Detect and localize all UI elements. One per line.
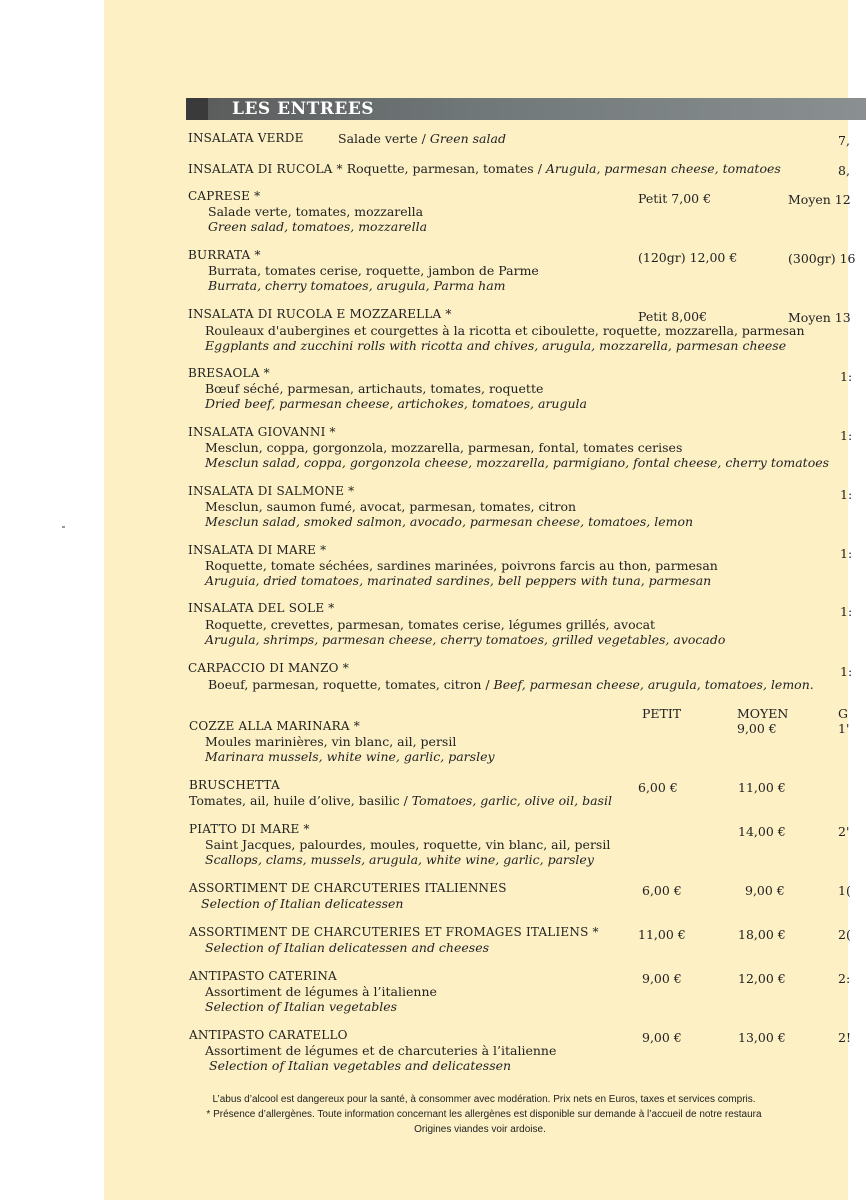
desc-en: Tomatoes, garlic, olive oil, basil: [411, 793, 612, 808]
price-moyen: 9,00 €: [737, 721, 777, 736]
item-price: 8,: [838, 163, 850, 178]
desc-en: Selection of Italian vegetables: [205, 999, 398, 1014]
item-name: BURRATA *: [188, 248, 261, 262]
price-moyen: 11,00 €: [738, 780, 786, 795]
section-header-bar: [186, 98, 866, 120]
menu-page: [104, 0, 856, 1200]
desc-en: Burrata, cherry tomatoes, arugula, Parma ham: [208, 278, 506, 293]
scan-speck: [62, 526, 65, 528]
price-petit: 11,00 €: [638, 927, 686, 942]
desc-fr: Salade verte, tomates, mozzarella: [208, 204, 424, 219]
price-grand: 2': [838, 824, 850, 839]
price-moyen: 9,00 €: [745, 883, 785, 898]
item-name: INSALATA DI MARE *: [188, 543, 327, 557]
price-moyen: (300gr) 16: [788, 251, 856, 266]
desc-fr: Rouleaux d'aubergines et courgettes à la ricotta et ciboulette, roquette, mozzarella, parmesan: [205, 323, 805, 338]
price-grand: 2!: [838, 1030, 851, 1045]
desc-en: Mesclun salad, coppa, gorgonzola cheese, mozzarella, parmigiano, fontal cheese, cherry tomatoes: [205, 455, 830, 470]
price-grand: 2:: [838, 971, 851, 986]
footer-allergen-notice: * Présence d’allergènes. Toute information concernant les allergènes est disponible sur demande à l’accueil de notre restaura: [206, 1109, 762, 1120]
footer-alcohol-notice: L’abus d’alcool est dangereux pour la santé, à consommer avec modération. Prix nets en Euros, taxes et services compris.: [212, 1094, 756, 1105]
price-petit: (120gr) 12,00 €: [638, 250, 738, 265]
price-moyen: 18,00 €: [738, 927, 786, 942]
desc-en: Dried beef, parmesan cheese, artichokes, tomatoes, arugula: [205, 396, 587, 411]
desc-fr: Saint Jacques, palourdes, moules, roquette, vin blanc, ail, persil: [205, 837, 611, 852]
desc-en: Selection of Italian vegetables and delicatessen: [209, 1058, 512, 1073]
price-petit: 9,00 €: [642, 1030, 682, 1045]
desc-fr: Boeuf, parmesan, roquette, tomates, citron /: [208, 677, 494, 692]
item-name: INSALATA DEL SOLE *: [188, 601, 335, 615]
price-grand: 1(: [838, 883, 851, 898]
footer-notes: [104, 1092, 848, 1137]
desc-fr: Bœuf séché, parmesan, artichauts, tomates, roquette: [205, 381, 544, 396]
footer-meat-origin: Origines viandes voir ardoise.: [414, 1124, 546, 1135]
item-name: ANTIPASTO CATERINA: [189, 969, 337, 983]
desc-en: Selection of Italian delicatessen: [201, 896, 404, 911]
price-moyen: Moyen 13: [788, 310, 851, 325]
item-line: INSALATA DI RUCOLA * Roquette, parmesan, tomates / Arugula, parmesan cheese, tomatoes: [188, 161, 781, 176]
item-name: BRUSCHETTA: [189, 778, 280, 792]
item-name: ASSORTIMENT DE CHARCUTERIES ET FROMAGES ITALIENS *: [189, 925, 599, 939]
desc-fr: Moules marinières, vin blanc, ail, persil: [205, 734, 457, 749]
desc-fr: Burrata, tomates cerise, roquette, jambon de Parme: [208, 263, 539, 278]
item-name: CAPRESE *: [188, 189, 261, 203]
desc-en: Eggplants and zucchini rolls with ricotta and chives, arugula, mozzarella, parmesan cheese: [205, 338, 787, 353]
item-name: INSALATA DI RUCOLA E MOZZARELLA *: [188, 307, 452, 321]
item-price: 1:: [840, 487, 853, 502]
item-name: INSALATA GIOVANNI *: [188, 425, 336, 439]
desc-fr: Mesclun, coppa, gorgonzola, mozzarella, parmesan, fontal, tomates cerises: [205, 440, 683, 455]
item-price: 1:: [840, 369, 853, 384]
item-name: COZZE ALLA MARINARA *: [189, 719, 360, 733]
item-name: PIATTO DI MARE *: [189, 822, 310, 836]
section-title: LES ENTREES: [232, 99, 375, 119]
price-petit: Petit 7,00 €: [638, 191, 712, 206]
price-moyen: 14,00 €: [738, 824, 786, 839]
item-name: ASSORTIMENT DE CHARCUTERIES ITALIENNES: [189, 881, 507, 895]
price-petit: 9,00 €: [642, 971, 682, 986]
price-grand: 1': [838, 721, 850, 736]
item-desc: Salade verte / Green salad: [338, 131, 506, 146]
item-price: 1:: [840, 546, 853, 561]
size-header-grand: G: [838, 706, 848, 721]
item-price: 1:: [840, 428, 853, 443]
item-name: BRESAOLA *: [188, 366, 270, 380]
desc-en: Beef, parmesan cheese, arugula, tomatoes, lemon.: [493, 677, 814, 692]
price-grand: 2(: [838, 927, 851, 942]
price-moyen: 13,00 €: [738, 1030, 786, 1045]
desc-fr: Mesclun, saumon fumé, avocat, parmesan, tomates, citron: [205, 499, 577, 514]
item-name: ANTIPASTO CARATELLO: [189, 1028, 348, 1042]
desc-en: Aruguia, dried tomatoes, marinated sardines, bell peppers with tuna, parmesan: [205, 573, 712, 588]
desc-line: [189, 793, 612, 808]
desc-en: Selection of Italian delicatessen and cheeses: [205, 940, 490, 955]
desc-fr: Roquette, crevettes, parmesan, tomates cerise, légumes grillés, avocat: [205, 617, 656, 632]
item-name: INSALATA DI RUCOLA *: [188, 162, 343, 176]
price-petit: 6,00 €: [638, 780, 678, 795]
item-name: INSALATA DI SALMONE *: [188, 484, 355, 498]
desc-en: Green salad, tomatoes, mozzarella: [208, 219, 428, 234]
desc-fr: Assortiment de légumes et de charcuteries à l’italienne: [205, 1043, 557, 1058]
desc-fr: Tomates, ail, huile d’olive, basilic /: [189, 793, 412, 808]
item-price: 1:: [840, 664, 853, 679]
price-petit: Petit 8,00€: [638, 309, 708, 324]
item-price: 7,: [838, 133, 850, 148]
desc-en: Marinara mussels, white wine, garlic, parsley: [205, 749, 495, 764]
desc-en: Scallops, clams, mussels, arugula, white wine, garlic, parsley: [205, 852, 594, 867]
item-name: INSALATA VERDE: [188, 131, 304, 145]
price-petit: 6,00 €: [642, 883, 682, 898]
desc-en: Mesclun salad, smoked salmon, avocado, parmesan cheese, tomatoes, lemon: [205, 514, 694, 529]
desc-fr: Assortiment de légumes à l’italienne: [205, 984, 437, 999]
price-moyen: 12,00 €: [738, 971, 786, 986]
size-header-moyen: MOYEN: [737, 706, 789, 721]
item-price: 1:: [840, 604, 853, 619]
item-name: CARPACCIO DI MANZO *: [188, 661, 349, 675]
header-accent: [186, 98, 208, 120]
desc-fr: Roquette, tomate séchées, sardines marinées, poivrons farcis au thon, parmesan: [205, 558, 718, 573]
desc-en: Arugula, shrimps, parmesan cheese, cherry tomatoes, grilled vegetables, avocado: [205, 632, 726, 647]
desc-line: [208, 677, 814, 692]
price-moyen: Moyen 12: [788, 192, 851, 207]
size-header-petit: PETIT: [642, 706, 682, 721]
